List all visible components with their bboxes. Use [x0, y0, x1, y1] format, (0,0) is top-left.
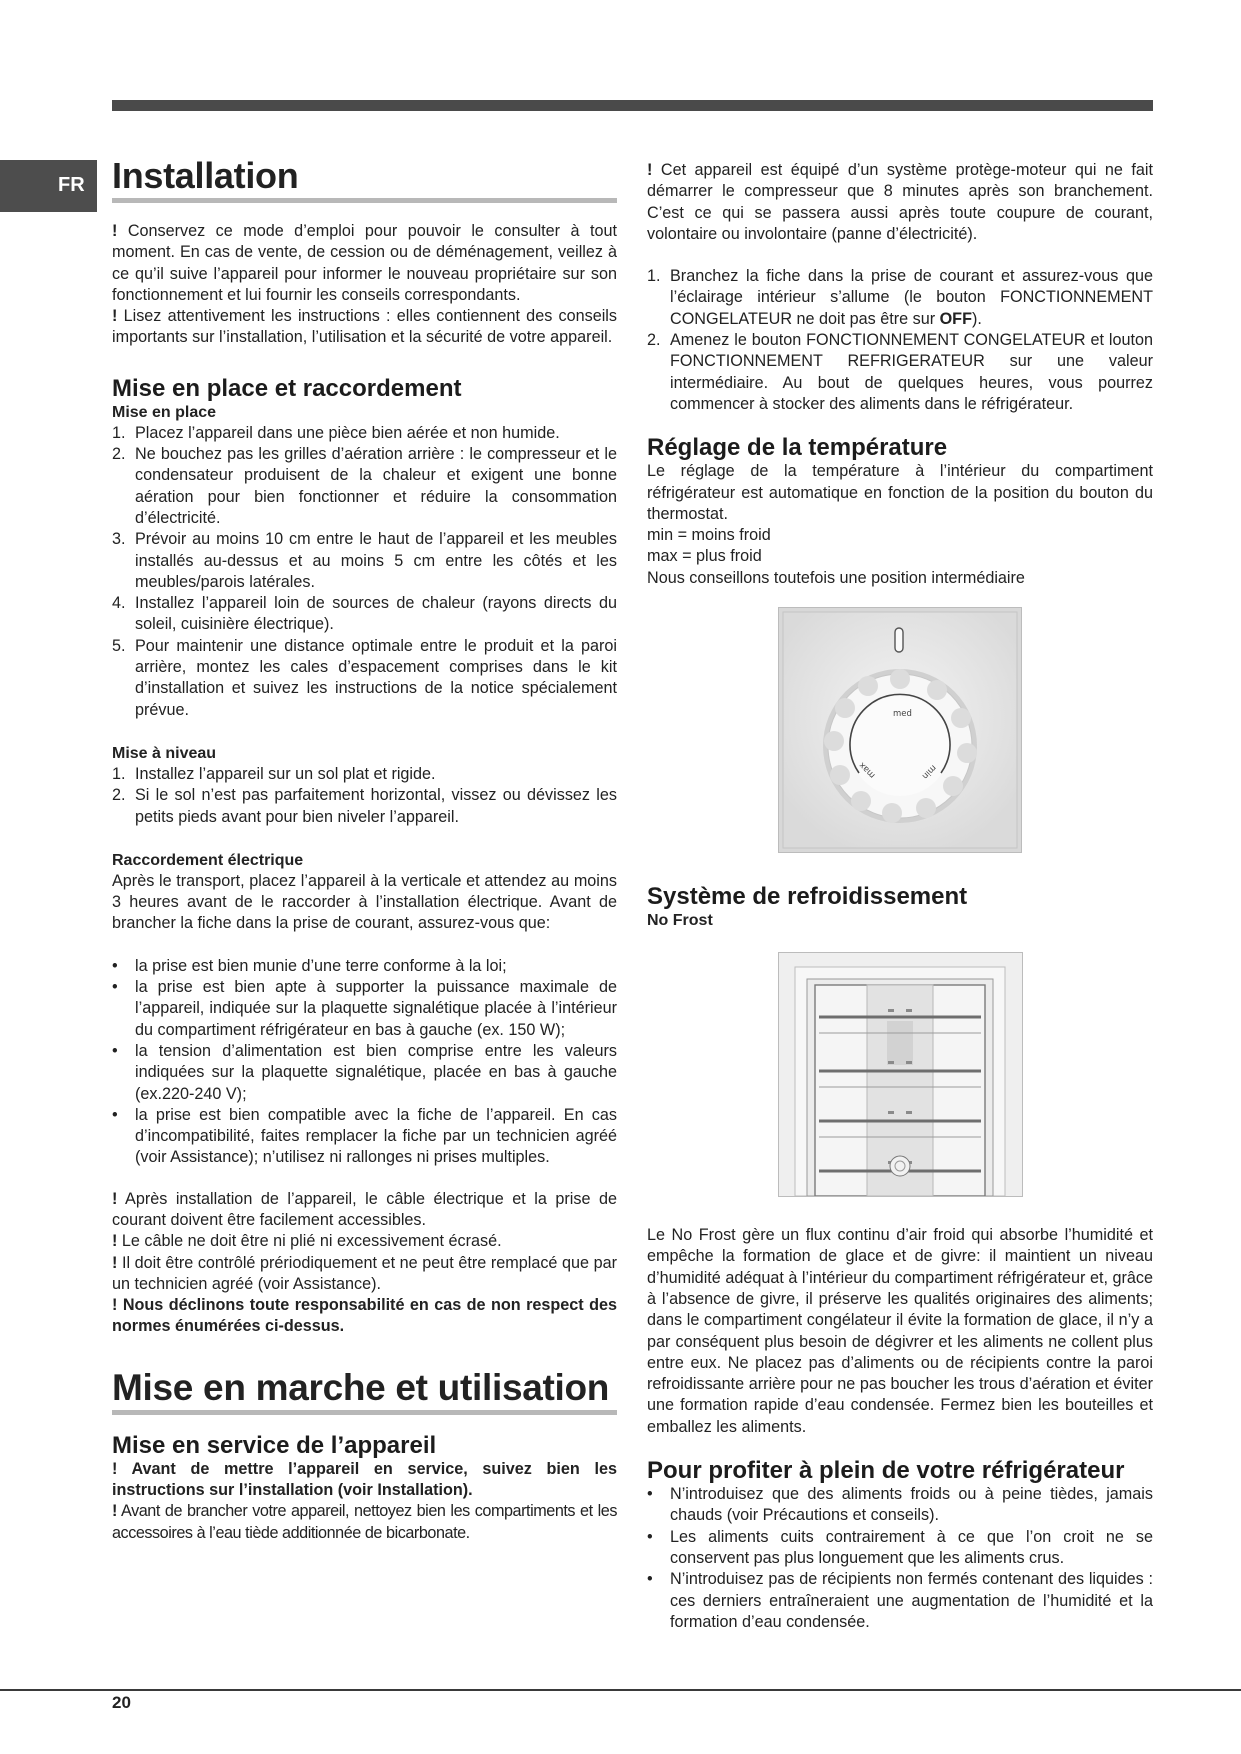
list-item: • Les aliments cuits contrairement à ce que l’on croit ne se conservent pas plus longuement que les aliments crus.	[647, 1527, 1153, 1567]
warning-cable-check: ! Il doit être contrôlé prériodiquement et ne peut être remplacé que par un technicien agréé (voir Assistance).	[112, 1253, 617, 1293]
list-item: 2. Si le sol n’est pas parfaitement horizontal, vissez ou dévissez les petits pieds avant pour bien niveler l’appareil.	[112, 786, 617, 826]
intro-paragraph-1: ! Conservez ce mode d’emploi pour pouvoir le consulter à tout moment. En cas de vente, de cession ou de déménagement, veillez à ce qu’il suive l’appareil pour informer le nouveau propriétaire sur son fonctionnement et lui fournir les conseils correspondants.	[112, 222, 617, 304]
language-label: FR	[58, 174, 85, 196]
temperature-min: min = moins froid	[647, 526, 771, 545]
list-item: • N’introduisez que des aliments froids ou à peine tièdes, jamais chauds (voir Précautions et conseils).	[647, 1485, 1153, 1525]
fridge-interior-icon	[779, 953, 1022, 1196]
dial-max-label: max	[857, 759, 878, 781]
temperature-max: max = plus froid	[647, 547, 762, 566]
footer-rule	[0, 1689, 1241, 1691]
top-rule	[112, 100, 1153, 111]
cooling-subheading: No Frost	[647, 912, 713, 930]
warning-liability: ! Nous déclinons toute responsabilité en cas de non respect des normes énumérées ci-dessus.	[112, 1296, 617, 1336]
temperature-heading: Réglage de la température	[647, 434, 948, 462]
motor-protection-note: ! Cet appareil est équipé d’un système protège-moteur qui ne fait démarrer le compresseur que 8 minutes après son branchement. C’est ce qui se passera aussi après toute coupure de courant, volontaire ou involontaire (panne d’électricité).	[647, 161, 1153, 243]
service-heading: Mise en service de l’appareil	[112, 1431, 437, 1459]
placement-heading: Mise en place et raccordement	[112, 374, 462, 402]
temperature-text: Le réglage de la température à l’intérieur du compartiment réfrigérateur est automatique en fonction de la position du bouton du thermostat.	[647, 462, 1153, 523]
thermostat-dial-icon	[779, 608, 1021, 852]
list-item: 4. Installez l’appareil loin de sources de chaleur (rayons directs du soleil, cuisinière électrique).	[112, 594, 617, 634]
electrical-intro: Après le transport, placez l’appareil à la verticale et attendez au moins 3 heures avant de le raccorder à l’installation électrique. Avant de brancher la fiche dans la prise de courant, assurez-vous que:	[112, 871, 617, 933]
tips-list	[647, 1484, 1153, 1633]
list-item: • la prise est bien munie d’une terre conforme à la loi;	[112, 956, 507, 975]
list-item: 1. Placez l’appareil dans une pièce bien aérée et non humide.	[112, 423, 560, 442]
left-column	[112, 156, 617, 1544]
cooling-heading: Système de refroidissement	[647, 883, 968, 911]
leveling-subheading: Mise à niveau	[112, 744, 217, 762]
warning-cable-bend: ! Le câble ne doit être ni plié ni excessivement écrasé.	[112, 1232, 502, 1251]
electrical-subheading: Raccordement électrique	[112, 851, 304, 869]
warning-cable-access: ! Après installation de l’appareil, le câble électrique et la prise de courant doivent être facilement accessibles.	[112, 1189, 617, 1229]
dial-med-label: med	[893, 709, 912, 720]
intro-paragraph-2: ! Lisez attentivement les instructions : elles contiennent des conseils importants sur l’installation, l’utilisation et la sécurité de votre appareil.	[112, 307, 617, 347]
list-item: 1. Installez l’appareil sur un sol plat et rigide.	[112, 764, 436, 783]
list-item: 2. Amenez le bouton FONCTIONNEMENT CONGELATEUR et louton FONCTIONNEMENT REFRIGERATEUR sur une valeur intermédiaire. Au bout de quelques heures, vous pourrez commencer à stocker des aliments dans le réfrigérateur.	[647, 331, 1153, 413]
start-use-title: Mise en marche et utilisation	[112, 1368, 617, 1415]
list-item: • la prise est bien apte à supporter la puissance maximale de l’appareil, indiquée sur la plaquette signalétique placée à l’intérieur du compartiment réfrigérateur en bas à gauche (ex. 150 W);	[112, 978, 617, 1039]
dial-min-label: min	[919, 762, 939, 781]
service-cleaning: ! Avant de brancher votre appareil, nettoyez bien les compartiments et les accessoires à l’eau tiède additionnée de bicarbonate.	[112, 1502, 617, 1542]
nofrost-figure	[778, 952, 1023, 1197]
thermostat-figure	[778, 607, 1022, 853]
placement-list	[112, 423, 617, 721]
list-item: 3. Prévoir au moins 10 cm entre le haut de l’appareil et les meubles installés au-dessus et au moins 5 cm entre les côtés et les meubles/parois latérales.	[112, 530, 617, 591]
nofrost-description: Le No Frost gère un flux continu d’air froid qui absorbe l’humidité et empêche la formation de glace et de givre: il maintient un niveau d’humidité adéquat à l’intérieur du compartiment réfrigérateur et, grâce à l’absence de givre, il préserve les qualités originaires des aliments; dans le compartiment congélateur il évite la formation de glace, il n’y a par conséquent plus besoin de dégivrer et les aliments ne collent plus entre eux. Ne placez pas d’aliments ou de récipients contre la paroi refroidissante arrière pour ne pas boucher les trous d’aération et éviter une formation rapide d’eau condensée. Fermez bien les bouteilles et emballez les aliments.	[647, 1226, 1153, 1436]
temperature-advice: Nous conseillons toutefois une position intermédiaire	[647, 568, 1025, 587]
language-tab	[0, 160, 97, 212]
installation-title: Installation	[112, 156, 617, 203]
page-number: 20	[112, 1693, 131, 1712]
list-item: • la tension d’alimentation est bien comprise entre les valeurs indiquées sur la plaquette signalétique, placée en bas à gauche (ex.220-240 V);	[112, 1041, 617, 1103]
service-warning: ! Avant de mettre l’appareil en service, suivez bien les instructions sur l’installation (voir Installation).	[112, 1459, 617, 1500]
electrical-list	[112, 956, 617, 1169]
right-column	[647, 160, 1153, 1633]
startup-steps	[647, 266, 1153, 415]
list-item: 1. Branchez la fiche dans la prise de courant et assurez-vous que l’éclairage intérieur s’allume (le bouton FONCTIONNEMENT CONGELATEUR ne doit pas être sur OFF).	[647, 267, 1153, 328]
list-item: 2. Ne bouchez pas les grilles d’aération arrière : le compresseur et le condensateur produisent de la chaleur et exigent une bonne aération pour bien fonctionner et réduire la consommation d’électricité.	[112, 445, 617, 527]
leveling-list	[112, 764, 617, 828]
placement-subheading: Mise en place	[112, 403, 217, 421]
list-item: 5. Pour maintenir une distance optimale entre le produit et la paroi arrière, montez les cales d’espacement comprises dans le kit d’installation et suivez les instructions de la notice spécialement prévue.	[112, 636, 617, 719]
tips-heading: Pour profiter à plein de votre réfrigérateur	[647, 1457, 1125, 1485]
list-item: • N’introduisez pas de récipients non fermés contenant des liquides : ces derniers entraîneraient une augmentation de l’humidité et la formation d’eau condensée.	[647, 1570, 1153, 1631]
list-item: • la prise est bien compatible avec la fiche de l’appareil. En cas d’incompatibilité, faites remplacer la fiche par un technicien agréé (voir Assistance); n’utilisez ni rallonges ni prises multiples.	[112, 1105, 617, 1167]
